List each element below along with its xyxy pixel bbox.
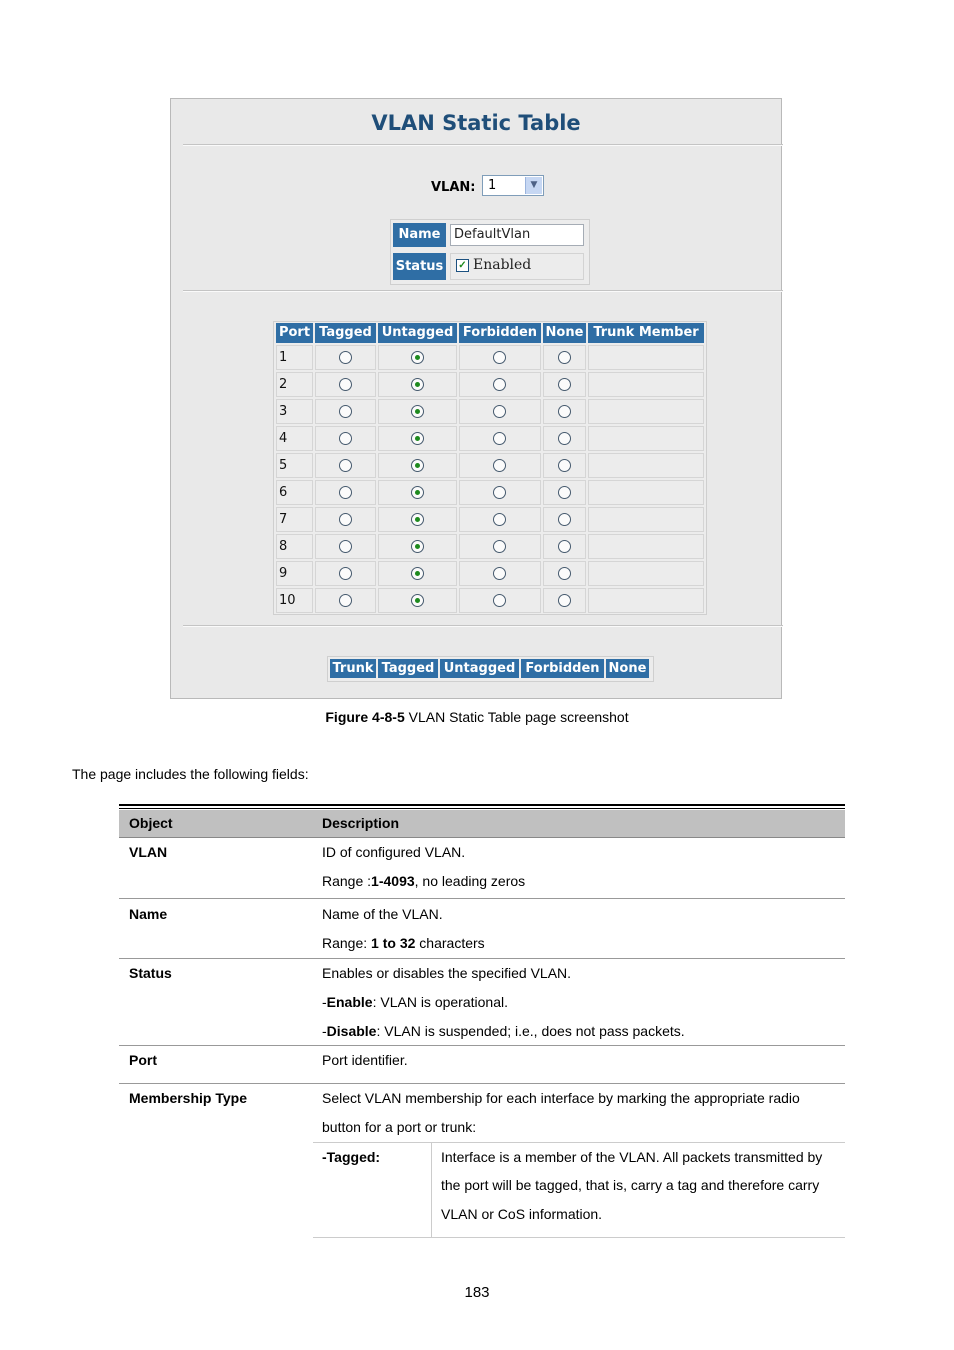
object-name: VLAN — [129, 844, 168, 860]
column-header-trunk-member: Trunk Member — [588, 323, 704, 343]
status-checkbox-label: Enabled — [473, 257, 532, 273]
cell-forbidden — [459, 561, 541, 586]
tagged-radio[interactable] — [339, 405, 352, 418]
trunk-member-cell — [588, 426, 704, 451]
cell-tagged — [315, 534, 376, 559]
status-checkbox[interactable]: ✓ — [456, 259, 469, 272]
table-top-rule — [119, 808, 845, 809]
description-line: Name of the VLAN. — [322, 906, 443, 922]
description-line: button for a port or trunk: — [322, 1119, 477, 1135]
tagged-radio[interactable] — [339, 540, 352, 553]
cell-none — [543, 399, 586, 424]
cell-none — [543, 453, 586, 478]
cell-forbidden — [459, 372, 541, 397]
port-number: 8 — [276, 534, 313, 559]
cell-untagged — [378, 480, 457, 505]
object-name: Port — [129, 1052, 157, 1068]
trunk-member-cell — [588, 534, 704, 559]
trunk-header-untagged: Untagged — [440, 659, 519, 678]
cell-forbidden — [459, 453, 541, 478]
figure-caption-number: Figure 4-8-5 — [325, 709, 405, 725]
cell-none — [543, 534, 586, 559]
description-column-header: Description — [322, 815, 400, 831]
port-number: 3 — [276, 399, 313, 424]
port-membership-table — [273, 321, 707, 615]
column-header-none: None — [543, 323, 586, 343]
screenshot-title: VLAN Static Table — [371, 111, 581, 135]
divider — [183, 144, 783, 146]
table-top-rule — [119, 804, 845, 806]
none-radio[interactable] — [558, 594, 571, 607]
object-name: Membership Type — [129, 1090, 247, 1106]
cell-tagged — [315, 399, 376, 424]
cell-untagged — [378, 399, 457, 424]
description-line: Range: 1 to 32 characters — [322, 935, 485, 951]
tagged-radio[interactable] — [339, 513, 352, 526]
page-number: 183 — [464, 1284, 490, 1301]
trunk-header-trunk: Trunk — [330, 659, 376, 678]
name-header: Name — [393, 223, 446, 247]
tagged-radio[interactable] — [339, 432, 352, 445]
table-row — [119, 1046, 845, 1084]
forbidden-radio[interactable] — [493, 351, 506, 364]
cell-forbidden — [459, 507, 541, 532]
description-line: -Disable: VLAN is suspended; i.e., does not pass packets. — [322, 1023, 685, 1039]
port-row — [274, 398, 706, 425]
trunk-member-cell — [588, 480, 704, 505]
cell-untagged — [378, 534, 457, 559]
subtable-line: the port will be tagged, that is, carry a tag and therefore carry — [441, 1177, 820, 1193]
port-row — [274, 452, 706, 479]
none-radio[interactable] — [558, 405, 571, 418]
port-number: 7 — [276, 507, 313, 532]
status-cell — [450, 253, 584, 280]
trunk-member-cell — [588, 345, 704, 370]
tagged-radio[interactable] — [339, 567, 352, 580]
tagged-radio[interactable] — [339, 594, 352, 607]
description-line: Select VLAN membership for each interface by marking the appropriate radio — [322, 1090, 800, 1106]
untagged-radio[interactable] — [411, 540, 424, 553]
intro-text: The page includes the following fields: — [72, 766, 309, 782]
none-radio[interactable] — [558, 378, 571, 391]
description-line: Port identifier. — [322, 1052, 408, 1068]
forbidden-radio[interactable] — [493, 486, 506, 499]
cell-forbidden — [459, 399, 541, 424]
none-radio[interactable] — [558, 540, 571, 553]
port-row — [274, 425, 706, 452]
cell-tagged — [315, 453, 376, 478]
divider — [183, 625, 783, 627]
table-header-row — [119, 810, 845, 838]
description-line: -Enable: VLAN is operational. — [322, 994, 508, 1010]
cell-none — [543, 345, 586, 370]
tagged-radio[interactable] — [339, 378, 352, 391]
none-radio[interactable] — [558, 351, 571, 364]
subtable-divider — [431, 1143, 432, 1237]
trunk-header-bar — [327, 656, 654, 682]
cell-untagged — [378, 426, 457, 451]
table-row — [119, 899, 845, 959]
untagged-radio[interactable] — [411, 351, 424, 364]
membership-subtable — [313, 1142, 845, 1238]
cell-untagged — [378, 345, 457, 370]
none-radio[interactable] — [558, 567, 571, 580]
none-radio[interactable] — [558, 459, 571, 472]
port-row — [274, 344, 706, 371]
none-radio[interactable] — [558, 486, 571, 499]
cell-untagged — [378, 561, 457, 586]
cell-forbidden — [459, 534, 541, 559]
cell-tagged — [315, 507, 376, 532]
vlan-select[interactable] — [482, 175, 544, 196]
port-row — [274, 506, 706, 533]
column-header-untagged: Untagged — [378, 323, 457, 343]
trunk-member-cell — [588, 372, 704, 397]
port-number: 10 — [276, 588, 313, 613]
forbidden-radio[interactable] — [493, 513, 506, 526]
forbidden-radio[interactable] — [493, 567, 506, 580]
port-table-header-row — [274, 322, 706, 344]
cell-none — [543, 426, 586, 451]
cell-tagged — [315, 426, 376, 451]
untagged-radio[interactable] — [411, 486, 424, 499]
column-header-tagged: Tagged — [315, 323, 376, 343]
cell-none — [543, 372, 586, 397]
subtable-label: -Tagged: — [322, 1149, 381, 1165]
description-line: ID of configured VLAN. — [322, 844, 466, 860]
trunk-header-tagged: Tagged — [378, 659, 438, 678]
forbidden-radio[interactable] — [493, 432, 506, 445]
trunk-header-forbidden: Forbidden — [521, 659, 604, 678]
trunk-member-cell — [588, 561, 704, 586]
none-radio[interactable] — [558, 432, 571, 445]
table-row — [119, 1084, 845, 1238]
cell-tagged — [315, 345, 376, 370]
subtable-line: VLAN or CoS information. — [441, 1206, 603, 1222]
vlan-label: VLAN: — [431, 180, 476, 195]
forbidden-radio[interactable] — [493, 405, 506, 418]
port-number: 4 — [276, 426, 313, 451]
column-header-forbidden: Forbidden — [459, 323, 541, 343]
port-number: 1 — [276, 345, 313, 370]
port-number: 9 — [276, 561, 313, 586]
cell-tagged — [315, 588, 376, 613]
cell-untagged — [378, 453, 457, 478]
cell-forbidden — [459, 345, 541, 370]
cell-none — [543, 561, 586, 586]
untagged-radio[interactable] — [411, 513, 424, 526]
trunk-member-cell — [588, 507, 704, 532]
name-input[interactable]: DefaultVlan — [450, 224, 584, 246]
cell-tagged — [315, 561, 376, 586]
figure-caption — [0, 709, 954, 725]
forbidden-radio[interactable] — [493, 378, 506, 391]
cell-none — [543, 507, 586, 532]
divider — [183, 290, 783, 292]
trunk-member-cell — [588, 588, 704, 613]
untagged-radio[interactable] — [411, 405, 424, 418]
cell-forbidden — [459, 588, 541, 613]
untagged-radio[interactable] — [411, 567, 424, 580]
table-row — [119, 838, 845, 899]
untagged-radio[interactable] — [411, 459, 424, 472]
cell-forbidden — [459, 426, 541, 451]
trunk-member-cell — [588, 453, 704, 478]
cell-tagged — [315, 480, 376, 505]
none-radio[interactable] — [558, 513, 571, 526]
untagged-radio[interactable] — [411, 378, 424, 391]
port-number: 2 — [276, 372, 313, 397]
cell-tagged — [315, 372, 376, 397]
vlan-static-table-screenshot — [170, 98, 782, 699]
port-row — [274, 533, 706, 560]
status-header: Status — [393, 253, 446, 280]
port-row — [274, 479, 706, 506]
untagged-radio[interactable] — [411, 594, 424, 607]
figure-caption-text: VLAN Static Table page screenshot — [404, 709, 629, 725]
forbidden-radio[interactable] — [493, 540, 506, 553]
port-row — [274, 560, 706, 587]
cell-untagged — [378, 372, 457, 397]
tagged-radio[interactable] — [339, 351, 352, 364]
object-name: Name — [129, 906, 168, 922]
trunk-header-none: None — [606, 659, 649, 678]
trunk-member-cell — [588, 399, 704, 424]
vlan-select-value: 1 — [488, 178, 497, 193]
untagged-radio[interactable] — [411, 432, 424, 445]
forbidden-radio[interactable] — [493, 594, 506, 607]
table-row — [119, 959, 845, 1046]
object-column-header: Object — [129, 815, 173, 831]
column-header-port: Port — [276, 323, 313, 343]
port-number: 5 — [276, 453, 313, 478]
tagged-radio[interactable] — [339, 459, 352, 472]
port-row — [274, 587, 706, 614]
object-name: Status — [129, 965, 172, 981]
description-line: Range :1-4093, no leading zeros — [322, 873, 526, 889]
cell-untagged — [378, 507, 457, 532]
port-row — [274, 371, 706, 398]
cell-untagged — [378, 588, 457, 613]
cell-none — [543, 480, 586, 505]
forbidden-radio[interactable] — [493, 459, 506, 472]
tagged-radio[interactable] — [339, 486, 352, 499]
cell-none — [543, 588, 586, 613]
subtable-line: Interface is a member of the VLAN. All packets transmitted by — [441, 1149, 823, 1165]
port-number: 6 — [276, 480, 313, 505]
cell-forbidden — [459, 480, 541, 505]
description-line: Enables or disables the specified VLAN. — [322, 965, 572, 981]
chevron-down-icon[interactable]: ▼ — [525, 177, 542, 194]
